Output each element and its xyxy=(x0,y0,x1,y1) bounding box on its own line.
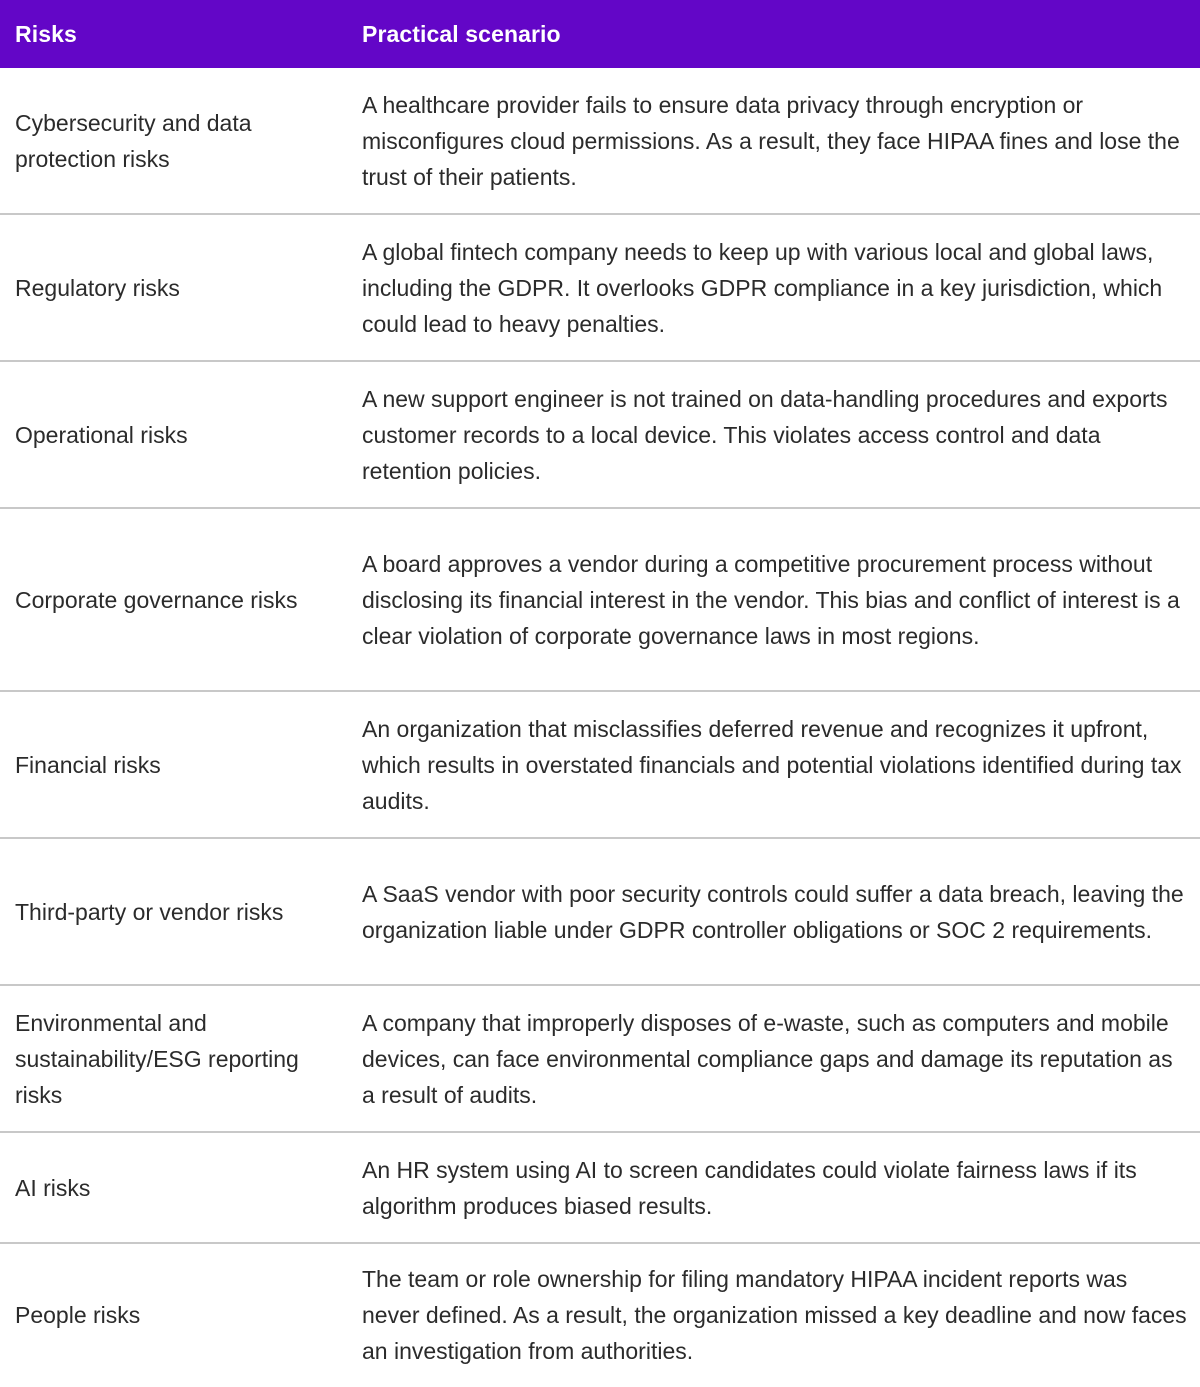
risk-cell: Corporate governance risks xyxy=(15,586,298,613)
header-risks: Risks xyxy=(15,20,77,47)
scenario-cell: A SaaS vendor with poor security controls could suffer a data breach, leaving the organization liable under GDPR controller obligations or SOC 2 requirements. xyxy=(362,880,1184,943)
scenario-cell: An HR system using AI to screen candidates could violate fairness laws if its algorithm produces biased results. xyxy=(362,1156,1137,1219)
risk-cell: Environmental and sustainability/ESG reporting risks xyxy=(15,1009,299,1108)
table-row xyxy=(0,1243,1200,1386)
scenario-cell: The team or role ownership for filing mandatory HIPAA incident reports was never defined. As a result, the organization missed a key deadline and now faces an investigation from authorities. xyxy=(362,1266,1187,1364)
risk-cell: People risks xyxy=(15,1302,141,1328)
risk-cell: Cybersecurity and data protection risks xyxy=(15,109,252,172)
table-row xyxy=(0,68,1200,214)
table-body xyxy=(0,68,1200,1386)
risk-cell: Regulatory risks xyxy=(15,274,180,301)
scenario-cell: An organization that misclassifies deferred revenue and recognizes it upfront, which results in overstated financials and potential violations identified during tax audits. xyxy=(362,715,1182,814)
risk-cell: Operational risks xyxy=(15,421,188,448)
table-row xyxy=(0,838,1200,985)
scenario-cell: A new support engineer is not trained on data-handling procedures and exports customer records to a local device. This violates access control and data retention policies. xyxy=(362,385,1168,484)
table-row xyxy=(0,508,1200,691)
table-row xyxy=(0,214,1200,361)
table-row xyxy=(0,691,1200,838)
risk-cell: Financial risks xyxy=(15,751,161,778)
risk-cell: AI risks xyxy=(15,1174,91,1201)
table-header xyxy=(0,0,1200,68)
scenario-cell: A board approves a vendor during a competitive procurement process without disclosing its financial interest in the vendor. This bias and conflict of interest is a clear violation of corporate governance laws in most regions. xyxy=(362,550,1180,649)
scenario-cell: A healthcare provider fails to ensure data privacy through encryption or misconfigures cloud permissions. As a result, they face HIPAA fines and lose the trust of their patients. xyxy=(362,91,1180,190)
table-row xyxy=(0,361,1200,508)
risk-cell: Third-party or vendor risks xyxy=(15,898,284,925)
table-row xyxy=(0,1132,1200,1243)
scenario-cell: A global fintech company needs to keep up with various local and global laws, including the GDPR. It overlooks GDPR compliance in a key jurisdiction, which could lead to heavy penalties. xyxy=(362,238,1163,337)
header-practical-scenario: Practical scenario xyxy=(362,20,561,47)
header-row xyxy=(0,0,1200,68)
scenario-cell: A company that improperly disposes of e-waste, such as computers and mobile devices, can face environmental compliance gaps and damage its reputation as a result of audits. xyxy=(362,1009,1173,1108)
table-row xyxy=(0,985,1200,1132)
